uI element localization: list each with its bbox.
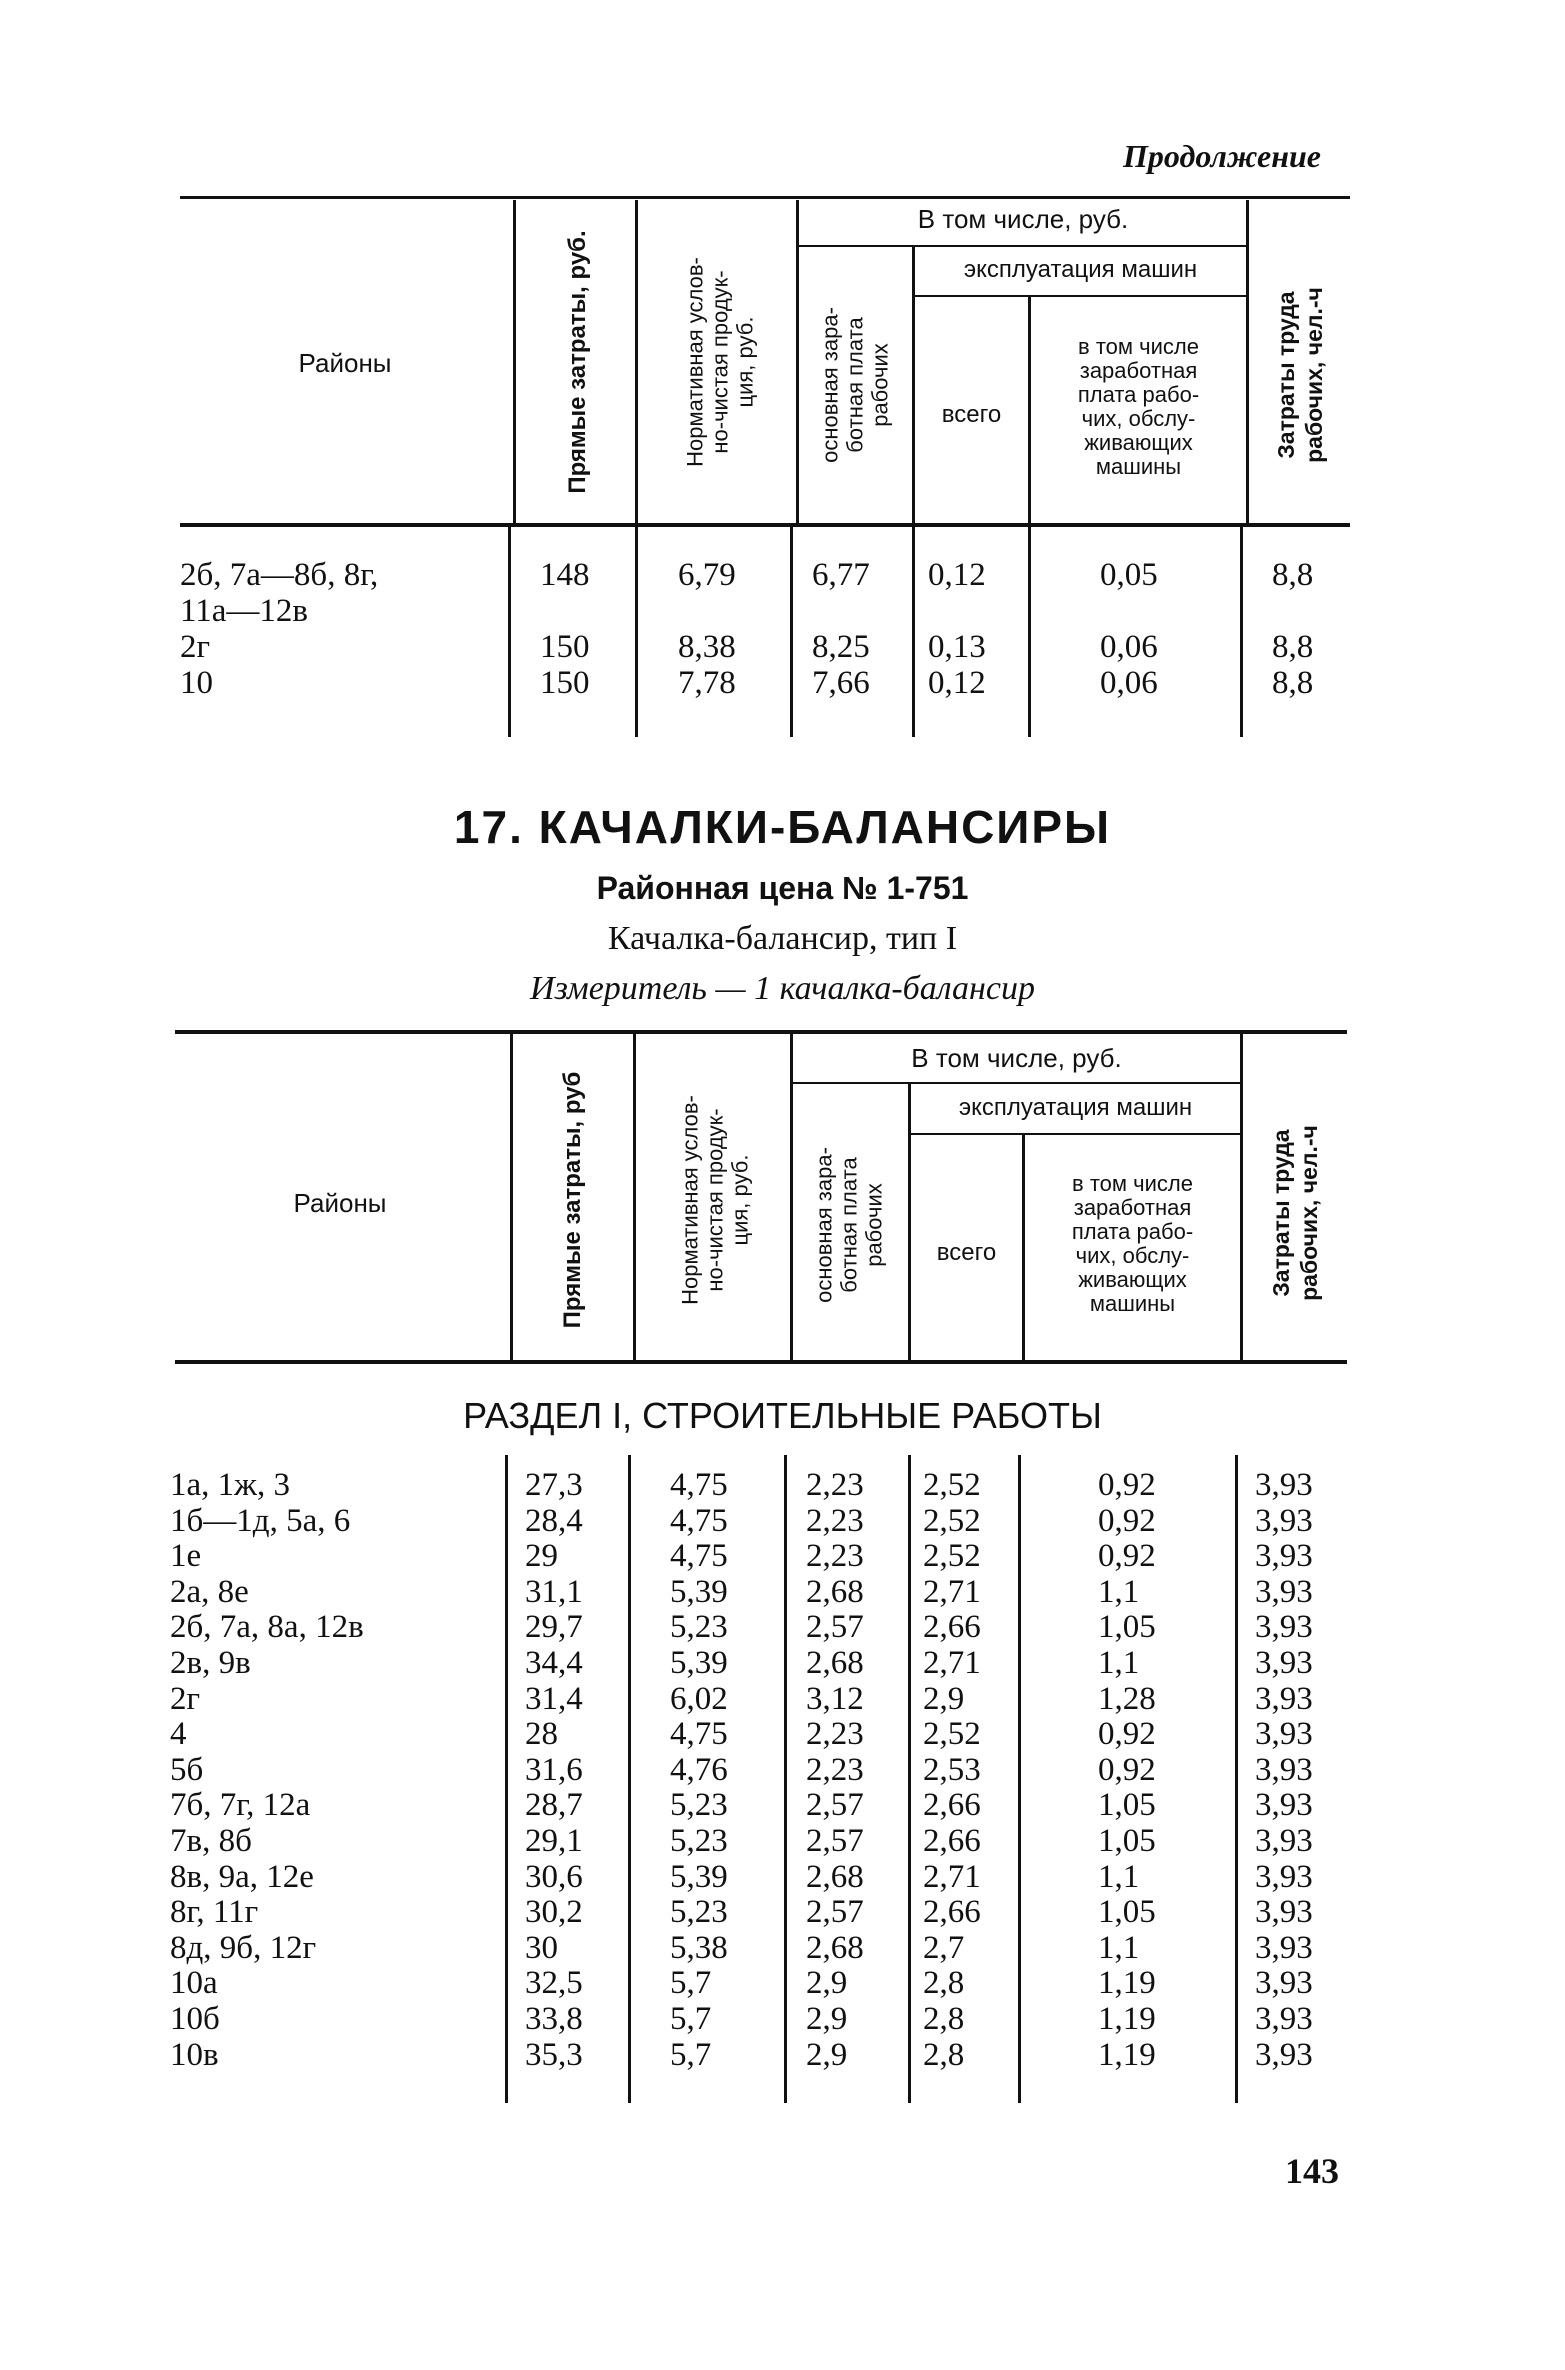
cell-normative: 5,39 [670, 1858, 728, 1895]
table-row [0, 1539, 1565, 1575]
cell-labor: 3,93 [1255, 2001, 1313, 2037]
cell-base: 2,9 [806, 1965, 848, 2002]
header-normative-2: Нормативная услов- но-чистая продук- ция, руб. [677, 1095, 753, 1305]
cell-total: 0,12 [928, 665, 986, 701]
cell-region: 2б, 7а—8б, 8г, [180, 557, 379, 593]
cell-normative: 6,79 [678, 557, 736, 593]
cell-pay: 1,19 [1098, 2036, 1156, 2073]
cell-direct: 29,7 [525, 1609, 583, 1646]
cell-normative: 8,38 [678, 629, 736, 665]
table-row [0, 558, 1565, 594]
cell-direct: 30,2 [525, 1894, 583, 1931]
header-total: всего [941, 401, 1002, 428]
table-row [0, 1788, 1565, 1824]
cell-normative: 5,23 [670, 1894, 728, 1931]
cell-region: 7в, 8б [170, 1823, 252, 1859]
table-row [0, 1824, 1565, 1860]
cell-normative: 4,75 [670, 1502, 728, 1539]
table-row [0, 1468, 1565, 1504]
cell-direct: 28,7 [525, 1787, 583, 1824]
cell-region: 1е [170, 1538, 202, 1575]
table-row [0, 594, 1565, 630]
table-row [0, 1860, 1565, 1896]
header-including-2: В том числе, руб. [911, 1043, 1122, 1073]
cell-region: 10а [170, 1965, 218, 2002]
cell-pay: 1,19 [1098, 1965, 1156, 2002]
cell-pay: 1,1 [1098, 1858, 1140, 1895]
cell-direct: 31,1 [525, 1573, 583, 1610]
header-machine-op: эксплуатация машин [963, 256, 1198, 283]
cell-total: 2,52 [923, 1538, 981, 1575]
header-machine-op-2: эксплуатация машин [958, 1094, 1193, 1121]
continuation-label: Продолжение [1123, 138, 1321, 174]
cell-labor: 3,93 [1255, 1823, 1313, 1859]
cell-base: 2,68 [806, 1858, 864, 1895]
cell-normative: 4,75 [670, 1538, 728, 1575]
cell-base: 2,23 [806, 1538, 864, 1575]
cell-region: 2в, 9в [170, 1645, 251, 1681]
table-row [0, 1966, 1565, 2002]
cell-normative: 5,39 [670, 1573, 728, 1610]
cell-total: 2,9 [923, 1680, 965, 1717]
cell-direct: 150 [540, 665, 590, 701]
cell-labor: 3,93 [1255, 1573, 1313, 1610]
cell-total: 2,66 [923, 1894, 981, 1931]
cell-base: 2,68 [806, 1645, 864, 1681]
cell-region: 2г [180, 629, 211, 665]
cell-normative: 6,02 [670, 1680, 728, 1717]
cell-region: 10б [170, 2001, 220, 2037]
cell-total: 2,71 [923, 1858, 981, 1895]
header-base-pay: основная зара- ботная плата рабочих [817, 307, 893, 463]
cell-base: 2,68 [806, 1929, 864, 1966]
header-total-2: всего [936, 1239, 997, 1266]
cell-normative: 4,75 [670, 1716, 728, 1753]
cell-region: 2г [170, 1680, 201, 1717]
header-normative: Нормативная услов- но-чистая продук- ция, руб. [682, 257, 758, 467]
page-number: 143 [1285, 2151, 1339, 2191]
cell-labor: 3,93 [1255, 1965, 1313, 2002]
cell-direct: 28,4 [525, 1502, 583, 1539]
cell-region: 8в, 9а, 12е [170, 1858, 314, 1895]
cell-normative: 5,23 [670, 1823, 728, 1859]
cell-total: 2,52 [923, 1502, 981, 1539]
cell-base: 2,9 [806, 2036, 848, 2073]
cell-pay: 1,1 [1098, 1929, 1140, 1966]
cell-base: 2,23 [806, 1716, 864, 1753]
cell-total: 2,53 [923, 1751, 981, 1788]
cell-total: 0,12 [928, 557, 986, 593]
header-labor-2: Затраты труда рабочих, чел.-ч [1268, 1125, 1322, 1301]
cell-region: 7б, 7г, 12а [170, 1787, 311, 1824]
cell-base: 3,12 [806, 1680, 864, 1717]
header-regions-2: Районы [293, 1188, 387, 1218]
cell-pay: 1,05 [1098, 1609, 1156, 1646]
cell-labor: 3,93 [1255, 1751, 1313, 1788]
cell-direct: 28 [525, 1716, 558, 1753]
cell-direct: 29 [525, 1538, 558, 1575]
table-row [0, 1682, 1565, 1718]
header-including: В том числе, руб. [917, 204, 1129, 234]
cell-normative: 5,39 [670, 1645, 728, 1681]
cell-pay: 0,05 [1100, 557, 1158, 593]
cell-region: 2а, 8е [170, 1573, 249, 1610]
cell-direct: 29,1 [525, 1823, 583, 1859]
cell-region: 5б [170, 1751, 204, 1788]
cell-region: 4 [170, 1716, 187, 1753]
cell-normative: 5,7 [670, 1965, 712, 2002]
cell-total: 2,71 [923, 1573, 981, 1610]
cell-pay: 1,1 [1098, 1573, 1140, 1610]
cell-normative: 5,7 [670, 2036, 712, 2073]
cell-labor: 3,93 [1255, 1538, 1313, 1575]
header-direct-costs-2: Прямые затраты, руб [559, 1071, 586, 1329]
type-label: Качалка-балансир, тип I [607, 920, 958, 957]
header-base-pay-2: основная зара- ботная плата рабочих [811, 1147, 887, 1303]
table-row [0, 1895, 1565, 1931]
table-row [0, 630, 1565, 666]
section-label: РАЗДЕЛ I, СТРОИТЕЛЬНЫЕ РАБОТЫ [463, 1395, 1102, 1436]
cell-direct: 31,6 [525, 1751, 583, 1788]
cell-pay: 0,06 [1100, 629, 1158, 665]
cell-labor: 3,93 [1255, 2036, 1313, 2073]
cell-direct: 35,3 [525, 2036, 583, 2073]
header-incl-pay: в том числе заработная плата рабо- чих, обслу- живающих машины [1077, 334, 1200, 479]
cell-normative: 4,75 [670, 1467, 728, 1503]
cell-labor: 3,93 [1255, 1467, 1313, 1503]
cell-pay: 1,05 [1098, 1894, 1156, 1931]
cell-direct: 33,8 [525, 2001, 583, 2037]
cell-pay: 0,92 [1098, 1502, 1156, 1539]
cell-labor: 3,93 [1255, 1787, 1313, 1824]
table-row [0, 1610, 1565, 1646]
cell-labor: 8,8 [1272, 665, 1314, 701]
cell-region: 11а—12в [180, 593, 309, 629]
cell-direct: 150 [540, 629, 590, 665]
cell-base: 2,23 [806, 1502, 864, 1539]
cell-labor: 8,8 [1272, 557, 1314, 593]
cell-region: 8д, 9б, 12г [170, 1929, 317, 1966]
cell-labor: 8,8 [1272, 629, 1314, 665]
cell-labor: 3,93 [1255, 1929, 1313, 1966]
cell-total: 2,52 [923, 1716, 981, 1753]
table-row [0, 2002, 1565, 2038]
cell-base: 2,57 [806, 1787, 864, 1824]
cell-base: 8,25 [812, 629, 870, 665]
table-row [0, 1575, 1565, 1611]
cell-labor: 3,93 [1255, 1894, 1313, 1931]
cell-region: 10 [180, 665, 213, 701]
cell-total: 2,66 [923, 1823, 981, 1859]
cell-pay: 0,92 [1098, 1751, 1156, 1788]
cell-base: 2,23 [806, 1467, 864, 1503]
cell-direct: 27,3 [525, 1467, 583, 1503]
cell-normative: 5,23 [670, 1787, 728, 1824]
cell-base: 2,9 [806, 2001, 848, 2037]
cell-pay: 1,05 [1098, 1787, 1156, 1824]
cell-region: 1б—1д, 5а, 6 [170, 1502, 351, 1539]
cell-base: 7,66 [812, 665, 870, 701]
cell-labor: 3,93 [1255, 1858, 1313, 1895]
cell-normative: 7,78 [678, 665, 736, 701]
cell-labor: 3,93 [1255, 1680, 1313, 1717]
cell-labor: 3,93 [1255, 1502, 1313, 1539]
section-heading: 17. КАЧАЛКИ-БАЛАНСИРЫ [453, 801, 1112, 853]
table-row [0, 1717, 1565, 1753]
table-row [0, 666, 1565, 702]
measure-label: Измеритель — 1 качалка-балансир [530, 970, 1035, 1007]
table-row [0, 1646, 1565, 1682]
header-labor: Затраты труда рабочих, чел.-ч [1273, 287, 1327, 463]
cell-base: 6,77 [812, 557, 870, 593]
cell-total: 2,52 [923, 1467, 981, 1503]
cell-pay: 1,1 [1098, 1645, 1140, 1681]
header-regions: Районы [298, 348, 392, 378]
cell-normative: 5,7 [670, 2001, 712, 2037]
cell-region: 8г, 11г [170, 1894, 259, 1931]
cell-base: 2,57 [806, 1894, 864, 1931]
cell-pay: 0,92 [1098, 1716, 1156, 1753]
cell-direct: 32,5 [525, 1965, 583, 2002]
header-direct-costs: Прямые затраты, руб. [564, 230, 591, 494]
cell-base: 2,23 [806, 1751, 864, 1788]
cell-pay: 1,05 [1098, 1823, 1156, 1859]
cell-total: 2,7 [923, 1929, 965, 1966]
cell-normative: 4,76 [670, 1751, 728, 1788]
cell-direct: 30,6 [525, 1858, 583, 1895]
cell-normative: 5,38 [670, 1929, 728, 1966]
cell-total: 2,71 [923, 1645, 981, 1681]
cell-pay: 1,28 [1098, 1680, 1156, 1717]
cell-base: 2,68 [806, 1573, 864, 1610]
cell-base: 2,57 [806, 1823, 864, 1859]
cell-region: 10в [170, 2036, 219, 2073]
table-row [0, 1931, 1565, 1967]
cell-pay: 0,06 [1100, 665, 1158, 701]
cell-labor: 3,93 [1255, 1716, 1313, 1753]
table-row [0, 1753, 1565, 1789]
table-row [0, 2038, 1565, 2074]
cell-region: 2б, 7а, 8а, 12в [170, 1609, 364, 1646]
cell-total: 2,8 [923, 1965, 965, 2002]
header-incl-pay-2: в том числе заработная плата рабо- чих, обслу- живающих машины [1071, 1171, 1194, 1316]
cell-labor: 3,93 [1255, 1645, 1313, 1681]
cell-total: 2,66 [923, 1609, 981, 1646]
cell-labor: 3,93 [1255, 1609, 1313, 1646]
cell-base: 2,57 [806, 1609, 864, 1646]
cell-direct: 34,4 [525, 1645, 583, 1681]
cell-pay: 0,92 [1098, 1467, 1156, 1503]
cell-total: 2,8 [923, 2001, 965, 2037]
price-label: Районная цена № 1-751 [596, 870, 969, 906]
table-row [0, 1504, 1565, 1540]
cell-total: 2,8 [923, 2036, 965, 2073]
cell-region: 1а, 1ж, 3 [170, 1467, 290, 1503]
cell-direct: 31,4 [525, 1680, 583, 1717]
cell-total: 0,13 [928, 629, 986, 665]
cell-pay: 1,19 [1098, 2001, 1156, 2037]
cell-direct: 30 [525, 1929, 558, 1966]
cell-direct: 148 [540, 557, 590, 593]
cell-total: 2,66 [923, 1787, 981, 1824]
cell-normative: 5,23 [670, 1609, 728, 1646]
cell-pay: 0,92 [1098, 1538, 1156, 1575]
